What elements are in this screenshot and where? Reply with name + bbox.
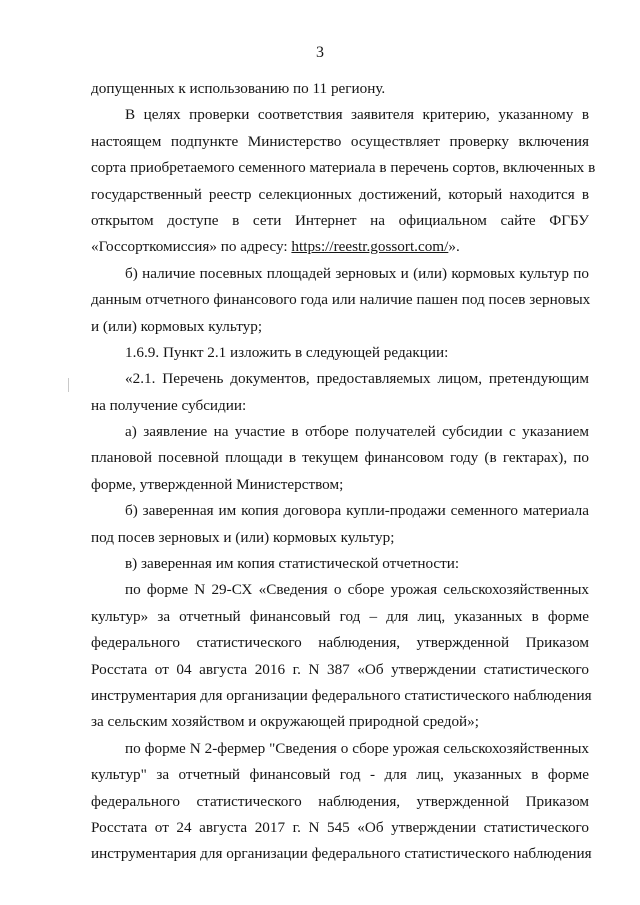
text-line: за сельским хозяйством и окружающей природной средой»;: [91, 713, 479, 731]
paragraph-item-b-contract: [91, 498, 589, 551]
page-number: 3: [316, 44, 324, 61]
paragraph-document-list: [91, 366, 589, 419]
text-line: допущенных к использованию по 11 региону.: [91, 80, 386, 97]
text-line: инструментария для организации федерального статистического наблюдения: [91, 686, 592, 704]
text-line: по форме N 2-фермер "Сведения о сборе урожая сельскохозяйственных: [125, 739, 589, 757]
text-line: Росстата от 04 августа 2016 г. N 387 «Об утверждении статистического: [91, 660, 589, 678]
text-line: данным отчетного финансового года или наличие пашен под посев зерновых: [91, 291, 591, 309]
text-line: Росстата от 24 августа 2017 г. N 545 «Об утверждении статистического: [91, 818, 589, 836]
text-line: плановой посевной площади в текущем финансовом году (в гектарах), по: [91, 449, 589, 467]
text-line: «2.1. Перечень документов, предоставляемых лицом, претендующим: [125, 370, 589, 388]
text-line: государственный реестр селекционных достижений, который находится в: [91, 185, 589, 203]
text-line: б) заверенная им копия договора купли-продажи семенного материала: [125, 502, 589, 520]
paragraph-amendment: [91, 340, 589, 366]
text-line: в) заверенная им копия статистической отчетности:: [125, 555, 460, 573]
text-line: настоящем подпункте Министерство осуществляет проверку включения: [91, 132, 589, 150]
text-line: по форме N 29-СХ «Сведения о сборе урожая сельскохозяйственных: [125, 581, 589, 599]
text-segment: «Госсорткомиссия» по адресу:: [91, 238, 292, 256]
paragraph-item-v: [91, 551, 589, 577]
text-line: и (или) кормовых культур;: [91, 317, 263, 335]
text-line: В целях проверки соответствия заявителя критерию, указанному в: [125, 106, 589, 124]
reestr-link[interactable]: https://reestr.gossort.com/: [291, 238, 449, 256]
text-line: а) заявление на участие в отборе получателей субсидии с указанием: [125, 423, 589, 441]
paragraph-item-b: [91, 261, 589, 340]
text-line: на получение субсидии:: [91, 396, 247, 414]
text-line-with-link: [91, 234, 589, 260]
text-line: под посев зерновых и (или) кормовых культур;: [91, 528, 395, 546]
paragraph-form-2-fermer: [91, 736, 592, 868]
text-line: культур» за отчетный финансовый год – для лиц, указанных в форме: [91, 607, 589, 625]
text-line: форме, утвержденной Министерством;: [91, 475, 344, 493]
text-line: федерального статистического наблюдения, утвержденной Приказом: [91, 792, 589, 810]
paragraph-item-a: [91, 419, 589, 498]
text-line: сорта приобретаемого семенного материала в перечень сортов, включенных в: [91, 159, 596, 177]
text-line: 1.6.9. Пункт 2.1 изложить в следующей редакции:: [125, 343, 449, 361]
paragraph-continuation: [91, 76, 589, 102]
paragraph-verification: [91, 102, 596, 260]
text-line: федерального статистического наблюдения, утвержденной Приказом: [91, 634, 589, 652]
text-line: б) наличие посевных площадей зерновых и (или) кормовых культур по: [125, 264, 589, 282]
document-body: [91, 76, 596, 868]
text-line: инструментария для организации федерального статистического наблюдения: [91, 845, 592, 863]
paragraph-form-29-sx: [91, 577, 592, 735]
text-segment: ».: [448, 238, 460, 256]
text-line: открытом доступе в сети Интернет на официальном сайте ФГБУ: [91, 211, 589, 229]
text-line: культур" за отчетный финансовый год - для лиц, указанных в форме: [91, 766, 589, 784]
margin-mark: [68, 378, 69, 392]
